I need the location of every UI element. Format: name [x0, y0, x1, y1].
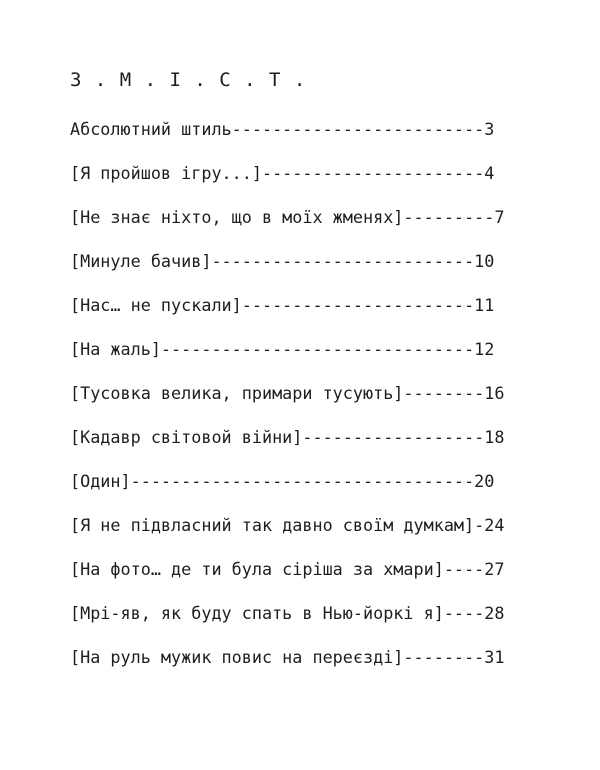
toc-entry: [На фото… де ти була сіріша за хмари]----27: [70, 559, 505, 579]
toc-entry: [Один]----------------------------------20: [70, 471, 495, 491]
toc-entry: [Я пройшов ігру...]----------------------4: [70, 163, 495, 183]
toc-entry: [Кадавр світовой війни]------------------18: [70, 427, 505, 447]
toc-entry: [Минуле бачив]--------------------------10: [70, 251, 495, 271]
toc-entry: [На жаль]-------------------------------12: [70, 339, 495, 359]
toc-entry: [Нас… не пускали]-----------------------11: [70, 295, 495, 315]
toc-entry: [Я не підвласний так давно своїм думкам]-24: [70, 515, 505, 535]
toc-list: [70, 114, 550, 686]
toc-entry: Абсолютний штиль-------------------------3: [70, 119, 495, 139]
toc-entry: [Тусовка велика, примари тусують]--------16: [70, 383, 505, 403]
toc-entry: [На руль мужик повис на переєзді]--------31: [70, 647, 505, 667]
toc-entry: [Не знає ніхто, що в моїх жменях]---------7: [70, 207, 505, 227]
toc-title: З . М . І . С . Т .: [70, 69, 307, 91]
toc-entry: [Мрі-яв, як буду спать в Нью-йоркі я]----28: [70, 603, 505, 623]
